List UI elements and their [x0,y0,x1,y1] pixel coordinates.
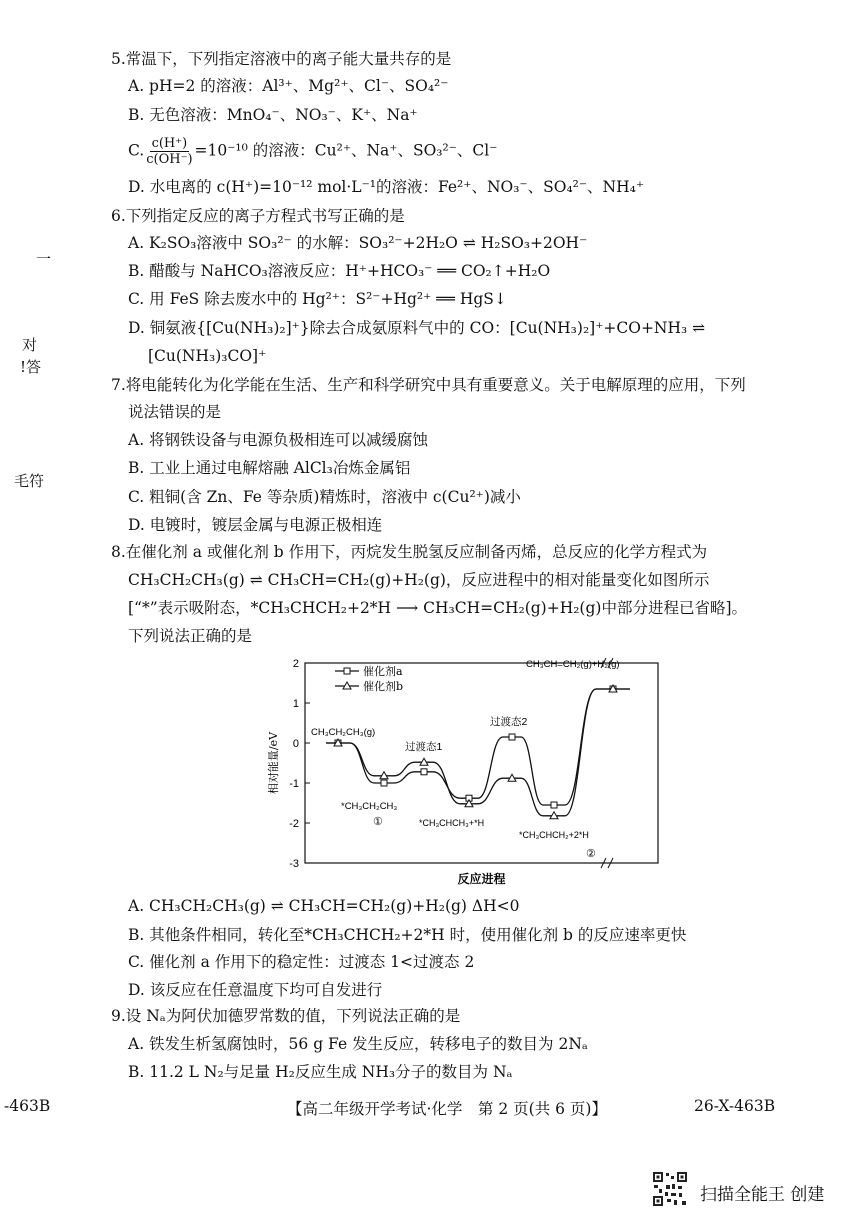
series-a-marker [509,734,515,740]
chart-series [326,685,630,819]
y-tick-label: 1 [292,698,299,710]
q6-option-c: C. 用 FeS 除去废水中的 Hg²⁺：S²⁻+Hg²⁺ ══ HgS↓ [128,290,507,308]
series-a-marker [381,780,387,786]
q7-option-d: D. 电镀时，镀层金属与电源正极相连 [128,516,383,534]
q6-option-d-line1: D. 铜氨液{[Cu(NH₃)₂]⁺}除去合成氨原料气中的 CO：[Cu(NH₃)₂]⁺+CO+NH₃ ⇌ [128,319,706,337]
y-tick-label: -3 [289,858,299,870]
q8-stem-line4: 下列说法正确的是 [128,627,253,645]
q6-option-b: B. 醋酸与 NaHCO₃溶液反应：H⁺+HCO₃⁻ ══ CO₂↑+H₂O [128,262,551,280]
chart-labels [311,659,620,860]
q8-stem-line1: 8.在催化剂 a 或催化剂 b 作用下，丙烷发生脱氢反应制备丙烯，总反应的化学方程式为 [111,543,708,561]
q6-option-d-line2: [Cu(NH₃)₃CO]⁺ [148,347,267,365]
q5-option-a: A. pH=2 的溶液：Al³⁺、Mg²⁺、Cl⁻、SO₄²⁻ [128,77,449,95]
q9-stem: 9.设 Nₐ为阿伏加德罗常数的值，下列说法正确的是 [111,1007,461,1025]
chart-legend [335,664,403,693]
q9-option-b: B. 11.2 L N₂与足量 H₂反应生成 NH₃分子的数目为 Nₐ [128,1063,513,1081]
series-line [326,689,630,805]
q8-stem-line3: [“*”表示吸附态，*CH₃CHCH₂+2*H ⟶ CH₃CH=CH₂(g)+H₂(g)中部分进程已省略]。 [128,599,747,617]
q5-fraction-denominator: c(OH⁻) [146,152,193,167]
q7-option-a: A. 将钢铁设备与电源负极相连可以减缓腐蚀 [128,431,429,449]
chart-axes [266,658,658,886]
q9-option-a: A. 铁发生析氢腐蚀时，56 g Fe 发生反应，转移电子的数目为 2Nₐ [128,1035,588,1053]
series-a-marker [421,769,427,775]
annotation-adsorbed: *CH₃CH₂CH₃ [341,801,398,812]
q8-option-c: C. 催化剂 a 作用下的稳定性：过渡态 1<过渡态 2 [128,953,475,971]
x-axis-title: 反应进程 [457,872,506,886]
scanner-watermark: 扫描全能王 创建 [700,1185,825,1205]
q8-stem-line2: CH₃CH₂CH₃(g) ⇌ CH₃CH=CH₂(g)+H₂(g)，反应进程中的相对能量变化如图所示 [128,571,710,589]
qr-code-icon [652,1171,688,1207]
q5-option-c [128,136,497,167]
q5-stem: 5.常温下，下列指定溶液中的离子能大量共存的是 [111,50,452,68]
legend-label: 催化剂b [363,680,404,693]
legend-label: 催化剂a [363,665,403,678]
q5-fraction-numerator: c(H⁺) [151,136,188,151]
annotation-pre: *CH₃CHCH₂+2*H [519,829,589,840]
annotation-end: CH₃CH=CH₂(g)+H₂(g) [526,659,620,670]
q5-fraction [146,136,192,167]
margin-mark-dui: 对 [22,336,38,354]
annotation-ts1: 过渡态1 [405,741,443,754]
q5-option-c-label: C. [128,141,145,160]
y-tick-label: 2 [292,658,299,670]
q8-option-d: D. 该反应在任意温度下均可自发进行 [128,981,383,999]
q7-stem-line1: 7.将电能转化为化学能在生活、生产和科学研究中具有重要意义。关于电解原理的应用，下列 [111,376,746,394]
y-tick-label: -2 [289,818,299,830]
energy-profile-chart [263,655,663,887]
q7-option-b: B. 工业上通过电解熔融 AlCl₃冶炼金属铝 [128,459,411,477]
annotation-ts2: 过渡态2 [490,716,528,728]
series-line [326,689,630,816]
annotation-circle-2: ② [586,847,596,860]
margin-mark-dash: 一 [36,250,52,268]
annotation-start: CH₃CH₂CH₃(g) [311,727,376,738]
footer-right-code: 26-X-463B [694,1097,776,1115]
q7-option-c: C. 粗铜(含 Zn、Fe 等杂质)精炼时，溶液中 c(Cu²⁺)减小 [128,488,521,506]
margin-mark-da: !答 [20,358,42,376]
y-tick-label: 0 [292,738,299,750]
q6-option-a: A. K₂SO₃溶液中 SO₃²⁻ 的水解：SO₃²⁻+2H₂O ⇌ H₂SO₃+2OH⁻ [128,234,588,252]
q6-stem: 6.下列指定反应的离子方程式书写正确的是 [111,207,405,225]
q7-stem-line2: 说法错误的是 [128,403,222,421]
footer-left-code: -463B [4,1097,51,1115]
chart-frame [305,663,658,863]
y-tick-label: -1 [289,778,299,790]
series-a-marker [551,802,557,808]
q5-option-c-text: =10⁻¹⁰ 的溶液：Cu²⁺、Na⁺、SO₃²⁻、Cl⁻ [194,141,498,160]
annotation-circle-1: ① [373,816,383,828]
y-axis-title: 相对能量/eV [267,731,280,795]
q8-option-a: A. CH₃CH₂CH₃(g) ⇌ CH₃CH=CH₂(g)+H₂(g) ΔH<0 [128,897,520,915]
q5-option-b: B. 无色溶液：MnO₄⁻、NO₃⁻、K⁺、Na⁺ [128,106,418,124]
margin-mark-fu: 毛符 [14,472,45,490]
q8-option-b: B. 其他条件相同，转化至*CH₃CHCH₂+2*H 时，使用催化剂 b 的反应速率更快 [128,926,687,944]
footer-page-info: 【高二年级开学考试·化学 第 2 页(共 6 页)】 [287,1100,607,1118]
series-catalyst-a [326,686,630,808]
series-a-marker [344,668,350,674]
annotation-intermediate: *CH₃CHCH₃+*H [419,817,485,828]
q5-option-d: D. 水电离的 c(H⁺)=10⁻¹² mol·L⁻¹的溶液：Fe²⁺、NO₃⁻、SO₄²⁻、NH₄⁺ [128,178,645,196]
